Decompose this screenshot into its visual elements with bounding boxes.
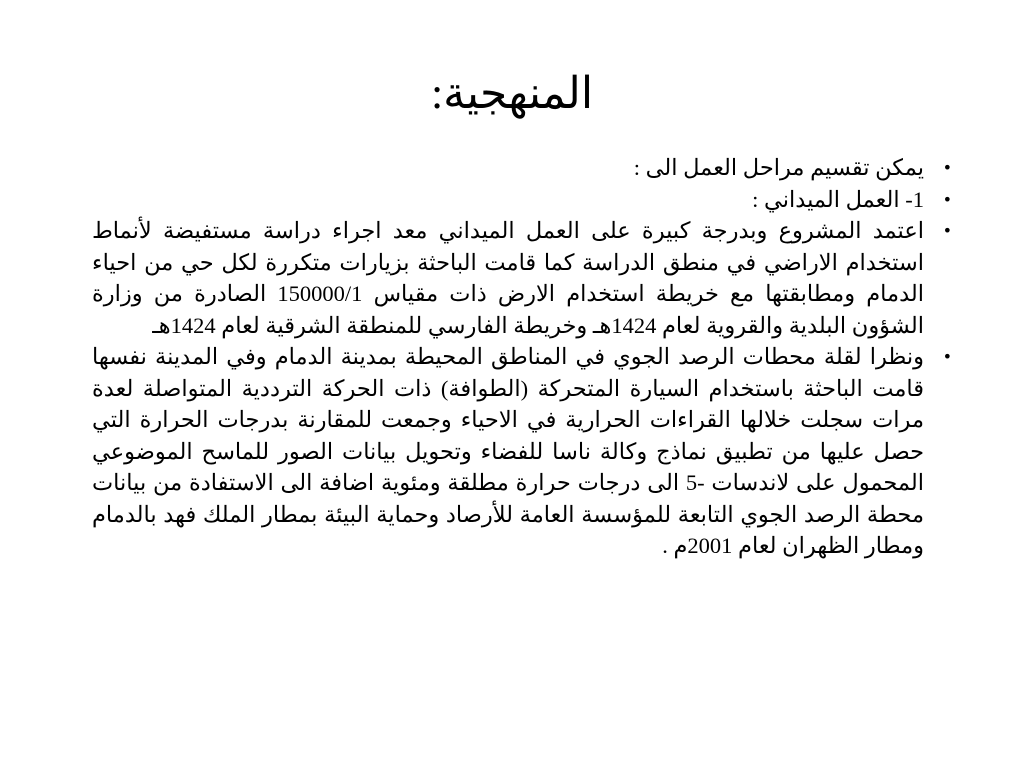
bullet-item	[92, 152, 952, 184]
bullet-marker: •	[942, 189, 952, 209]
bullet-item	[92, 341, 952, 562]
bullet-marker: •	[942, 221, 952, 240]
bullet-text: 1- العمل الميداني :	[752, 186, 924, 212]
bullet-item	[92, 215, 952, 341]
bullet-marker: •	[942, 347, 952, 366]
bullet-text: اعتمد المشروع وبدرجة كبيرة على العمل الميداني معد اجراء دراسة مستفيضة لأنماط استخدام الاراضي في منطق الدراسة كما قامت الباحثة بزيارات متكررة لكل حي من احياء الدمام ومطابقتها مع خريطة استخدام الارض ذات مقياس 150000/1 الصادرة من وزارة الشؤون البلدية والقروية لعام 1424هـ وخريطة الفارسي للمنطقة الشرقية لعام 1424هـ	[92, 218, 924, 338]
bullet-list	[92, 152, 952, 562]
bullet-marker: •	[942, 158, 952, 177]
bullet-item	[92, 184, 952, 216]
slide-title: المنهجية:	[430, 69, 594, 118]
bullet-text: يمكن تقسيم مراحل العمل الى :	[633, 155, 924, 180]
bullet-text: ونظرا لقلة محطات الرصد الجوي في المناطق المحيطة بمدينة الدمام وفي المدينة نفسها قامت الباحثة باستخدام السيارة المتحركة (الطوافة) ذات الحركة الترددية المتواصلة لعدة مرات سجلت خلالها القراءات الحرارية في الاحياء وجمعت للمقارنة بدرجات الحرارة التي حصل عليها من تطبيق نماذج وكالة ناسا للفضاء وتحويل بيانات الصور للماسح الموضوعي المحمول على لاندسات -5 الى درجات حرارة مطلقة ومئوية اضافة الى الاستفادة من بيانات محطة الرصد الجوي التابعة للمؤسسة العامة للأرصاد وحماية البيئة بمطار الملك فهد بالدمام ومطار الظهران لعام 2001م .	[92, 344, 924, 558]
